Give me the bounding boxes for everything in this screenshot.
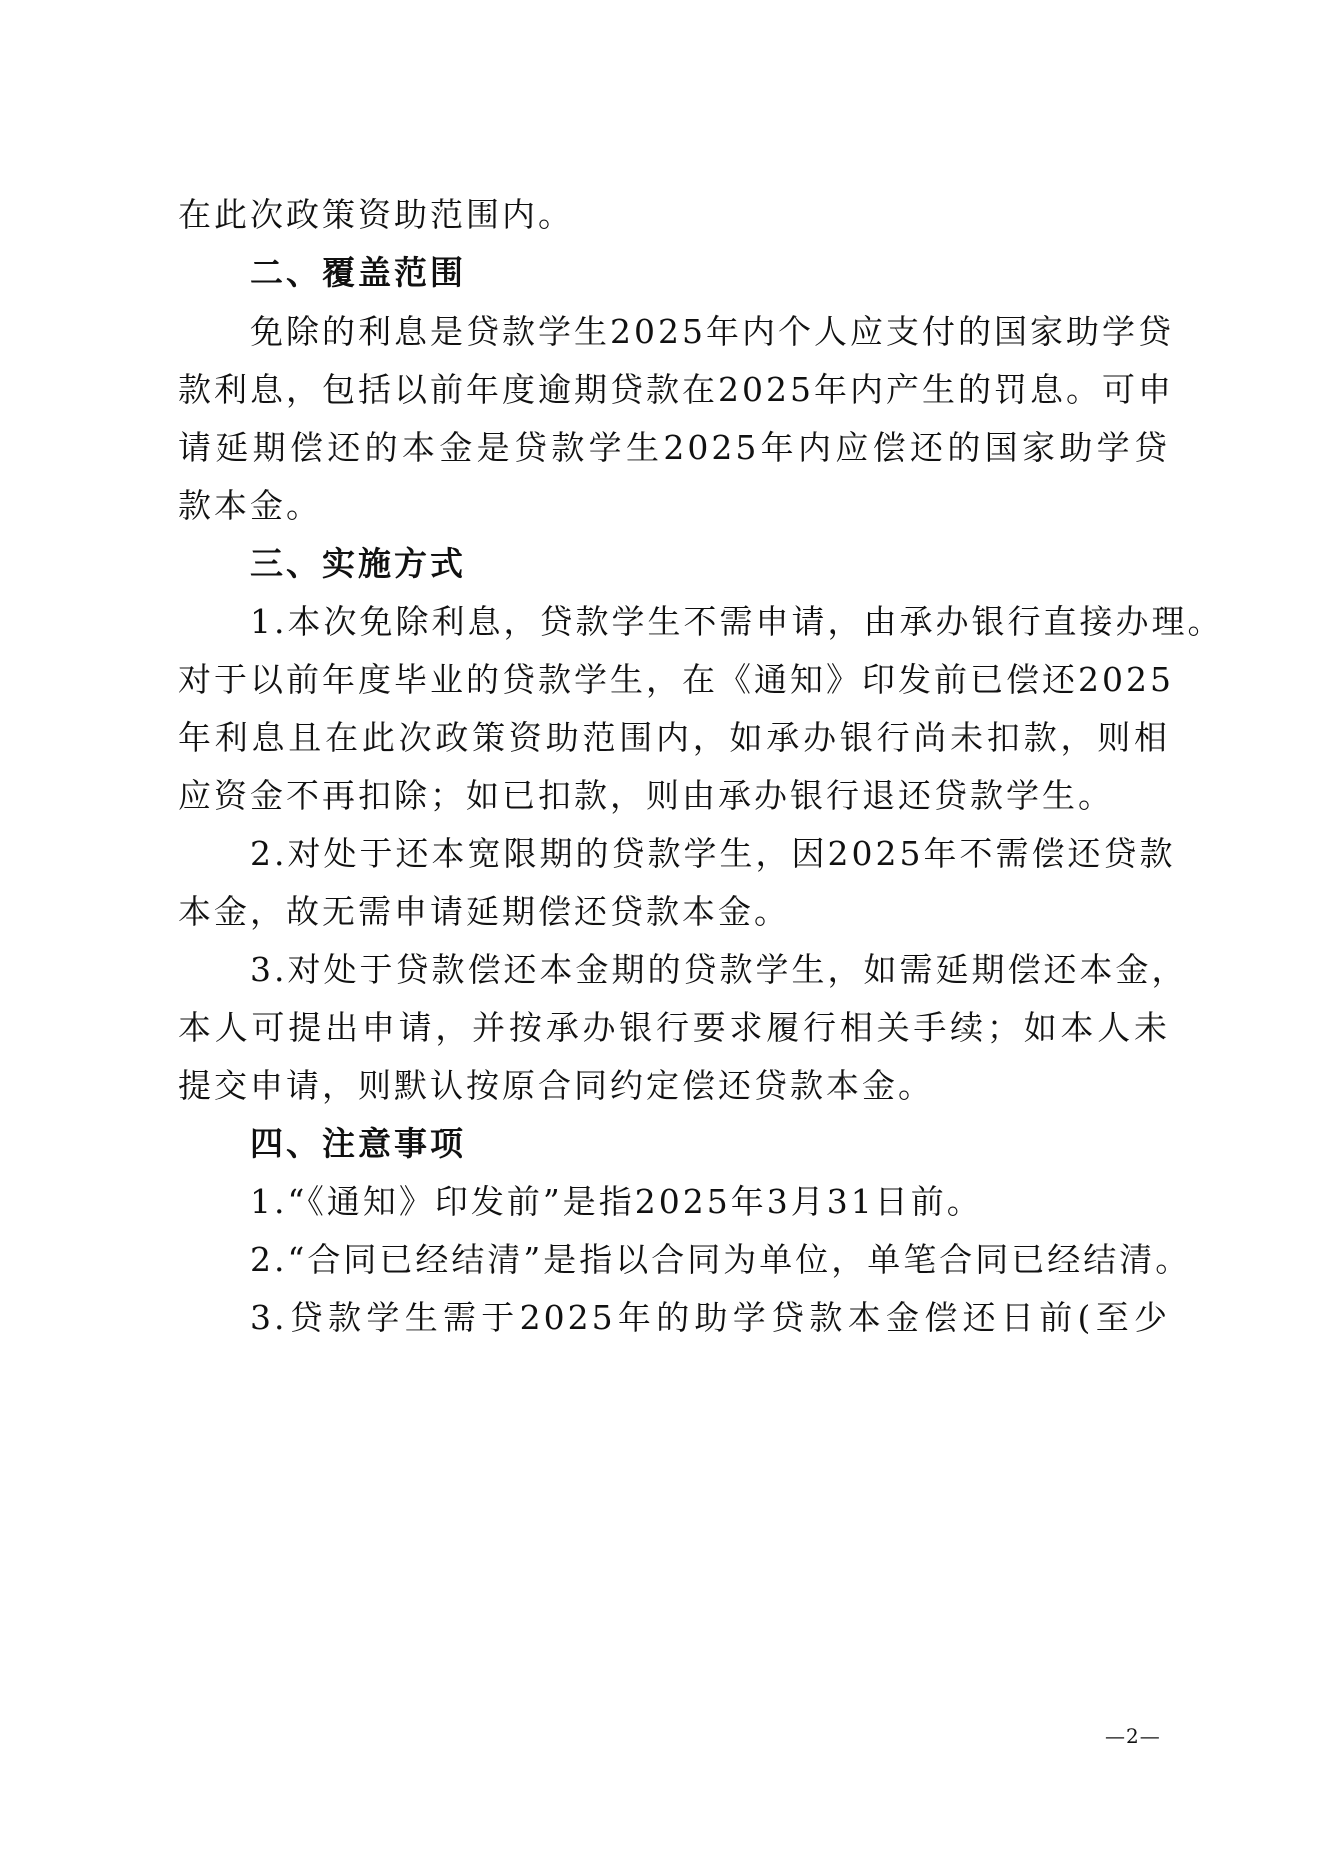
paragraph-line: 1.本次免除利息，贷款学生不需申请，由承办银行直接办理。 bbox=[250, 602, 1224, 641]
paragraph-line: 请延期偿还的本金是贷款学生2025年内应偿还的国家助学贷 bbox=[178, 428, 1170, 467]
paragraph-line: 2.对处于还本宽限期的贷款学生，因2025年不需偿还贷款 bbox=[250, 834, 1176, 873]
section-heading-notes: 四、注意事项 bbox=[250, 1124, 466, 1163]
paragraph-line: 本金，故无需申请延期偿还贷款本金。 bbox=[178, 892, 790, 931]
paragraph-line: 对于以前年度毕业的贷款学生，在《通知》印发前已偿还2025 bbox=[178, 660, 1174, 699]
paragraph-line: 3.贷款学生需于2025年的助学贷款本金偿还日前(至少 bbox=[250, 1298, 1170, 1337]
paragraph-line: 应资金不再扣除；如已扣款，则由承办银行退还贷款学生。 bbox=[178, 776, 1114, 815]
paragraph-line: 3.对处于贷款偿还本金期的贷款学生，如需延期偿还本金， bbox=[250, 950, 1188, 989]
section-heading-coverage: 二、覆盖范围 bbox=[250, 253, 466, 292]
paragraph-line: 款本金。 bbox=[178, 486, 322, 525]
paragraph-line: 提交申请，则默认按原合同约定偿还贷款本金。 bbox=[178, 1066, 934, 1105]
paragraph-line: 本人可提出申请，并按承办银行要求履行相关手续；如本人未 bbox=[178, 1008, 1170, 1047]
page-number: —2— bbox=[1105, 1724, 1161, 1748]
paragraph-line: 年利息且在此次政策资助范围内，如承办银行尚未扣款，则相 bbox=[178, 718, 1170, 757]
paragraph-line: 免除的利息是贷款学生2025年内个人应支付的国家助学贷 bbox=[250, 312, 1174, 351]
section-heading-implementation: 三、实施方式 bbox=[250, 544, 466, 583]
paragraph-line: 款利息，包括以前年度逾期贷款在2025年内产生的罚息。可申 bbox=[178, 370, 1174, 409]
paragraph-line: 1.“《通知》印发前”是指2025年3月31日前。 bbox=[250, 1182, 983, 1221]
paragraph-line: 在此次政策资助范围内。 bbox=[178, 195, 574, 234]
paragraph-line: 2.“合同已经结清”是指以合同为单位，单笔合同已经结清。 bbox=[250, 1240, 1192, 1279]
